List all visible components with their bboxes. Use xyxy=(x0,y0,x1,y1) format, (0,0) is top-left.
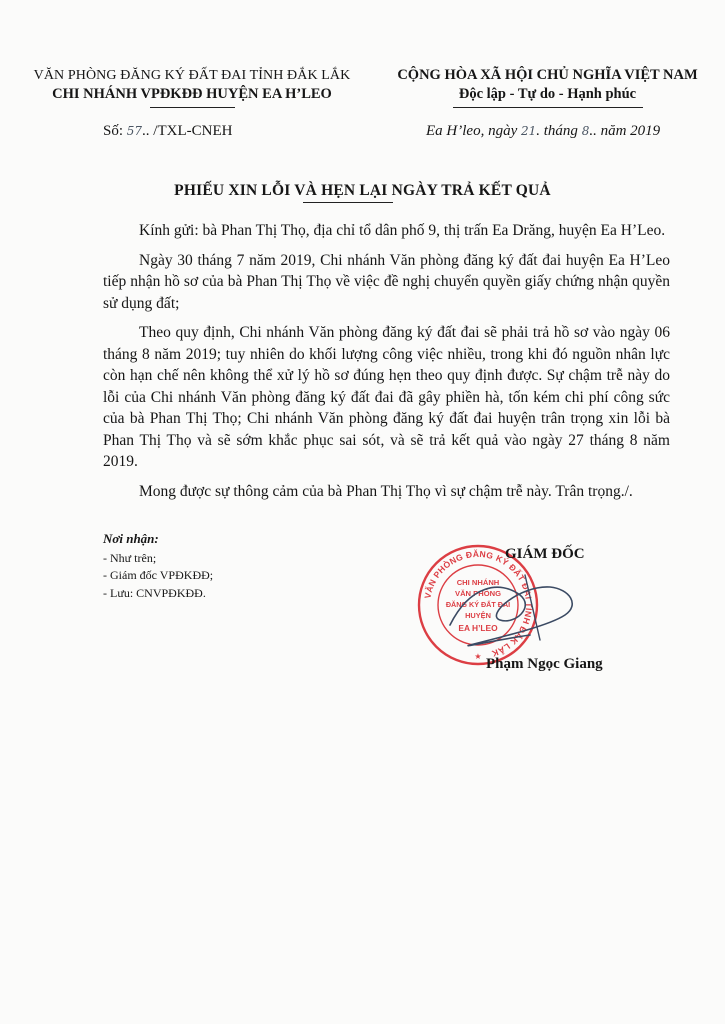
svg-text:★: ★ xyxy=(474,652,482,661)
recipient-item: - Như trên; xyxy=(103,550,157,565)
svg-text:EA H’LEO: EA H’LEO xyxy=(458,623,498,633)
document-date: Ea H’leo, ngày 21. tháng 8.. năm 2019 xyxy=(426,123,661,139)
header-right xyxy=(380,66,715,104)
recipients-block xyxy=(103,530,213,602)
body-paragraph: Theo quy định, Chi nhánh Văn phòng đăng ký đất đai sẽ phải trả hồ sơ vào ngày 06 tháng 8 năm 2019; tuy nhiên do khối lượng công việc nhiều, trong khi đó nguồn nhân lực còn hạn chế nên không thể xử lý hồ sơ đúng hẹn theo quy định được. Sự chậm trễ này do lỗi của Chi nhánh Văn phòng đăng ký đất đai đã gây phiền hà, tốn kém chi phí công sức của bà Phan Thị Thọ; Chi nhánh Văn phòng đăng ký đất đai huyện trân trọng xin lỗi bà Phan Thị Thọ và sẽ sớm khắc phục sai sót, và sẽ trả kết quả vào ngày 27 tháng 8 năm 2019. xyxy=(103,324,670,470)
recipient-item: - Lưu: CNVPĐKĐĐ. xyxy=(103,585,206,600)
branch-name: CHI NHÁNH VPĐKĐĐ HUYỆN EA H’LEO xyxy=(52,86,332,102)
body-paragraph: Ngày 30 tháng 7 năm 2019, Chi nhánh Văn phòng đăng ký đất đai huyện Ea H’Leo tiếp nhận hồ sơ của bà Phan Thị Thọ về việc đề nghị chuyển quyền giấy chứng nhận quyền sử dụng đất; xyxy=(103,251,670,312)
recipient-item: - Giám đốc VPĐKĐĐ; xyxy=(103,568,214,582)
document-title: PHIẾU XIN LỖI VÀ HẸN LẠI NGÀY TRẢ KẾT QUẢ xyxy=(174,182,551,199)
header-left-underline xyxy=(150,107,235,108)
national-motto: Độc lập - Tự do - Hạnh phúc xyxy=(458,86,637,102)
document-body xyxy=(103,220,670,510)
handwritten-month: 8 xyxy=(581,124,590,138)
nation-name: CỘNG HÒA XÃ HỘI CHỦ NGHĨA VIỆT NAM xyxy=(397,67,698,83)
header-right-underline xyxy=(453,107,643,108)
signer-title: GIÁM ĐỐC xyxy=(505,546,585,562)
signer-name: Phạm Ngọc Giang xyxy=(486,656,603,672)
salutation-paragraph: Kính gửi: bà Phan Thị Thọ, địa chỉ tổ dân phố 9, thị trấn Ea Drăng, huyện Ea H’Leo. xyxy=(139,222,666,239)
svg-text:VĂN PHÒNG: VĂN PHÒNG xyxy=(455,589,501,598)
recipients-title: Nơi nhận: xyxy=(103,531,159,546)
title-underline xyxy=(303,202,393,203)
closing-paragraph: Mong được sự thông cảm của bà Phan Thị Thọ vì sự chậm trễ này. Trân trọng./. xyxy=(139,482,633,500)
svg-text:HUYỆN: HUYỆN xyxy=(465,611,491,620)
header-left xyxy=(22,66,362,104)
handwritten-signature xyxy=(430,565,600,660)
handwritten-day: 21 xyxy=(520,124,537,138)
svg-text:VĂN PHÒNG ĐĂNG KÝ ĐẤT ĐAI TỈNH: VĂN PHÒNG ĐĂNG KÝ ĐẤT ĐAI TỈNH ĐẮK LẮK xyxy=(422,548,535,659)
handwritten-number: 57 xyxy=(126,124,143,138)
agency-name: VĂN PHÒNG ĐĂNG KÝ ĐẤT ĐAI TỈNH ĐẮK LẮK xyxy=(33,68,351,83)
svg-text:CHI NHÁNH: CHI NHÁNH xyxy=(456,578,500,587)
svg-text:ĐĂNG KÝ ĐẤT ĐAI: ĐĂNG KÝ ĐẤT ĐAI xyxy=(445,600,511,609)
document-number: Số: 57.. /TXL-CNEH xyxy=(103,123,233,139)
